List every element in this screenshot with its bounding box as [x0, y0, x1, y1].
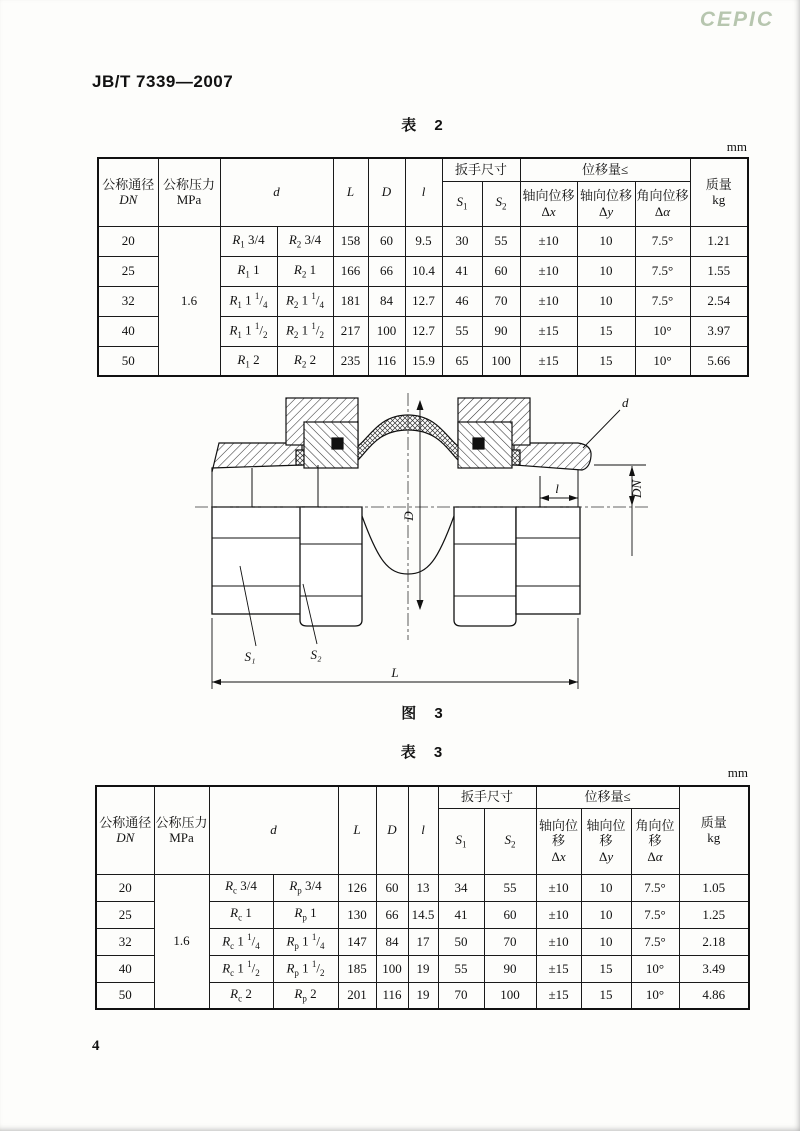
col-delta-alpha: 角向位移 Δα — [635, 181, 690, 226]
col-l: l — [405, 158, 442, 226]
table-cell: 217 — [333, 316, 368, 346]
table-cell: 10 — [581, 901, 631, 928]
col-delta-x: 轴向位移 Δx — [536, 808, 581, 874]
table-cell: $R_c$ 2 — [209, 982, 273, 1009]
figure3-caption: 图 3 — [401, 705, 443, 722]
table-cell: ±15 — [520, 346, 577, 376]
table-cell: ±10 — [536, 874, 581, 901]
table-cell: 32 — [98, 286, 158, 316]
table-cell: 41 — [438, 901, 484, 928]
standard-number: JB/T 7339—2007 — [92, 72, 234, 91]
col-delta-alpha: 角向位移 Δα — [631, 808, 679, 874]
table-cell: 10° — [631, 955, 679, 982]
dim-label-s2: S₂ — [310, 647, 322, 662]
table-row — [96, 874, 749, 901]
table-cell: 60 — [482, 256, 520, 286]
table3-caption: 表 3 — [400, 744, 443, 761]
table-cell: $R_2$ 3/4 — [277, 226, 333, 256]
table-cell: $R_p$ 3/4 — [273, 874, 338, 901]
table-cell: 1.55 — [690, 256, 748, 286]
col-mpa: 公称压力 MPa — [158, 158, 220, 226]
table-cell: $R_2$ 2 — [277, 346, 333, 376]
col-length: L — [333, 158, 368, 226]
table-cell: ±10 — [536, 901, 581, 928]
col-delta-x: 轴向位移 Δx — [520, 181, 577, 226]
table-cell: 40 — [98, 316, 158, 346]
table-cell: 90 — [484, 955, 536, 982]
col-mass: 质量 kg — [690, 158, 748, 226]
table2-body — [98, 226, 748, 376]
table3-unit: mm — [727, 765, 748, 780]
table-cell: 32 — [96, 928, 154, 955]
table-cell: 4.86 — [679, 982, 749, 1009]
table-cell: 84 — [376, 928, 408, 955]
table-cell: 46 — [442, 286, 482, 316]
table-cell: 100 — [484, 982, 536, 1009]
table-cell: 100 — [376, 955, 408, 982]
table-cell-mpa: 1.6 — [154, 874, 209, 1009]
table-cell: 20 — [98, 226, 158, 256]
table-cell: 25 — [96, 901, 154, 928]
table-cell: 66 — [368, 256, 405, 286]
table-cell: $R_1$ 1 $^1/_2$ — [220, 316, 277, 346]
col-mass: 质量 kg — [679, 786, 749, 874]
table-cell: 10° — [631, 982, 679, 1009]
table-cell: $R_c$ 1 — [209, 901, 273, 928]
table-cell: ±15 — [536, 982, 581, 1009]
table-cell: 50 — [438, 928, 484, 955]
table-cell: 130 — [338, 901, 376, 928]
table-cell: 55 — [482, 226, 520, 256]
table-cell: 201 — [338, 982, 376, 1009]
table-cell: 55 — [438, 955, 484, 982]
table-cell: 15 — [577, 316, 635, 346]
cepic-watermark: CEPIC — [699, 8, 774, 31]
table-cell: 116 — [376, 982, 408, 1009]
table3-body — [96, 874, 749, 1009]
table-cell: $R_p$ 2 — [273, 982, 338, 1009]
table-cell: 116 — [368, 346, 405, 376]
col-d: d — [220, 158, 333, 226]
col-diameter: D — [368, 158, 405, 226]
table-cell: 181 — [333, 286, 368, 316]
table-cell: 10 — [581, 928, 631, 955]
page-number: 4 — [92, 1038, 100, 1054]
table-cell: 10 — [577, 256, 635, 286]
table-cell: 66 — [376, 901, 408, 928]
table-cell: 60 — [376, 874, 408, 901]
table-cell: ±10 — [520, 256, 577, 286]
table-cell: 65 — [442, 346, 482, 376]
table3-header — [96, 786, 749, 874]
table-cell: ±10 — [536, 928, 581, 955]
col-displacement: 位移量≤ — [520, 158, 690, 181]
table-3 — [95, 785, 750, 1010]
table-cell: 14.5 — [408, 901, 438, 928]
table-cell: 185 — [338, 955, 376, 982]
table-cell: ±10 — [520, 286, 577, 316]
table-cell: 12.7 — [405, 316, 442, 346]
table-cell: ±10 — [520, 226, 577, 256]
col-s1: $S_1$ — [438, 808, 484, 874]
table-cell: 10° — [635, 316, 690, 346]
table-cell: $R_2$ 1 — [277, 256, 333, 286]
figure-3-drawing — [0, 388, 800, 700]
table-cell-mpa: 1.6 — [158, 226, 220, 376]
table-cell: 50 — [98, 346, 158, 376]
table-cell: $R_2$ 1 $^1/_4$ — [277, 286, 333, 316]
dim-label-s1: S₁ — [244, 649, 256, 664]
col-d: d — [209, 786, 338, 874]
col-wrench-size: 扳手尺寸 — [442, 158, 520, 181]
table-cell: $R_c$ 3/4 — [209, 874, 273, 901]
table-cell: $R_c$ 1 $^1/_2$ — [209, 955, 273, 982]
dim-label-d: d — [622, 395, 629, 410]
table2-unit: mm — [726, 139, 747, 154]
table-cell: 15.9 — [405, 346, 442, 376]
table-cell: 9.5 — [405, 226, 442, 256]
table-cell: 19 — [408, 955, 438, 982]
table-cell: 41 — [442, 256, 482, 286]
table-cell: 10 — [577, 226, 635, 256]
table-cell: $R_1$ 2 — [220, 346, 277, 376]
table-cell: 7.5° — [631, 901, 679, 928]
table-cell: 70 — [482, 286, 520, 316]
col-diameter: D — [376, 786, 408, 874]
table-cell: ±15 — [520, 316, 577, 346]
col-s2: $S_2$ — [482, 181, 520, 226]
table-cell: 25 — [98, 256, 158, 286]
table-cell: 90 — [482, 316, 520, 346]
table-cell: 1.25 — [679, 901, 749, 928]
table-cell: $R_c$ 1 $^1/_4$ — [209, 928, 273, 955]
table-cell: 3.97 — [690, 316, 748, 346]
table-cell: 7.5° — [631, 928, 679, 955]
table-cell: 84 — [368, 286, 405, 316]
table-cell: 100 — [368, 316, 405, 346]
table-cell: 60 — [368, 226, 405, 256]
table-cell: 7.5° — [631, 874, 679, 901]
col-length: L — [338, 786, 376, 874]
dim-label-D: D — [401, 511, 416, 521]
col-dn: 公称通径 DN — [98, 158, 158, 226]
table-cell: 3.49 — [679, 955, 749, 982]
table-cell: 55 — [442, 316, 482, 346]
table-cell: 30 — [442, 226, 482, 256]
table-cell: 17 — [408, 928, 438, 955]
col-s2: $S_2$ — [484, 808, 536, 874]
col-l: l — [408, 786, 438, 874]
table-cell: 12.7 — [405, 286, 442, 316]
table-cell: $R_1$ 1 — [220, 256, 277, 286]
table-cell: 15 — [581, 955, 631, 982]
table-cell: 235 — [333, 346, 368, 376]
table-cell: $R_p$ 1 — [273, 901, 338, 928]
col-s1: $S_1$ — [442, 181, 482, 226]
table-cell: 1.05 — [679, 874, 749, 901]
dim-label-DN: DN — [629, 479, 644, 499]
col-delta-y: 轴向位移 Δy — [577, 181, 635, 226]
table-cell: 15 — [581, 982, 631, 1009]
table-cell: 147 — [338, 928, 376, 955]
table-cell: 7.5° — [635, 286, 690, 316]
table-cell: $R_1$ 1 $^1/_4$ — [220, 286, 277, 316]
col-displacement: 位移量≤ — [536, 786, 679, 808]
table-cell: 40 — [96, 955, 154, 982]
table-cell: 1.21 — [690, 226, 748, 256]
table-cell: 100 — [482, 346, 520, 376]
table-cell: ±15 — [536, 955, 581, 982]
dim-label-L: L — [391, 665, 399, 680]
table-cell: 34 — [438, 874, 484, 901]
table-cell: 50 — [96, 982, 154, 1009]
table-cell: 70 — [484, 928, 536, 955]
table-cell: 19 — [408, 982, 438, 1009]
table2-caption: 表 2 — [401, 117, 443, 134]
table-cell: 70 — [438, 982, 484, 1009]
table-cell: 126 — [338, 874, 376, 901]
table-cell: 7.5° — [635, 256, 690, 286]
table-cell: 10.4 — [405, 256, 442, 286]
table-cell: $R_p$ 1 $^1/_2$ — [273, 955, 338, 982]
table-cell: 60 — [484, 901, 536, 928]
table-cell: 15 — [577, 346, 635, 376]
table-cell: 20 — [96, 874, 154, 901]
col-dn: 公称通径 DN — [96, 786, 154, 874]
table-cell: $R_p$ 1 $^1/_4$ — [273, 928, 338, 955]
table-cell: $R_1$ 3/4 — [220, 226, 277, 256]
table-row — [98, 226, 748, 256]
table-2 — [97, 157, 749, 377]
table-cell: 10 — [577, 286, 635, 316]
coupling-body — [212, 507, 580, 626]
table-cell: 2.18 — [679, 928, 749, 955]
table-cell: 10° — [635, 346, 690, 376]
table-cell: 5.66 — [690, 346, 748, 376]
table-cell: 158 — [333, 226, 368, 256]
table-cell: 10 — [581, 874, 631, 901]
table-cell: 2.54 — [690, 286, 748, 316]
table-cell: 7.5° — [635, 226, 690, 256]
table-cell: 166 — [333, 256, 368, 286]
col-wrench-size: 扳手尺寸 — [438, 786, 536, 808]
table2-header — [98, 158, 748, 226]
col-delta-y: 轴向位移 Δy — [581, 808, 631, 874]
col-mpa: 公称压力 MPa — [154, 786, 209, 874]
table-cell: $R_2$ 1 $^1/_2$ — [277, 316, 333, 346]
table-cell: 13 — [408, 874, 438, 901]
table-cell: 55 — [484, 874, 536, 901]
dim-label-l: l — [555, 481, 559, 496]
coupling-section — [212, 398, 591, 507]
